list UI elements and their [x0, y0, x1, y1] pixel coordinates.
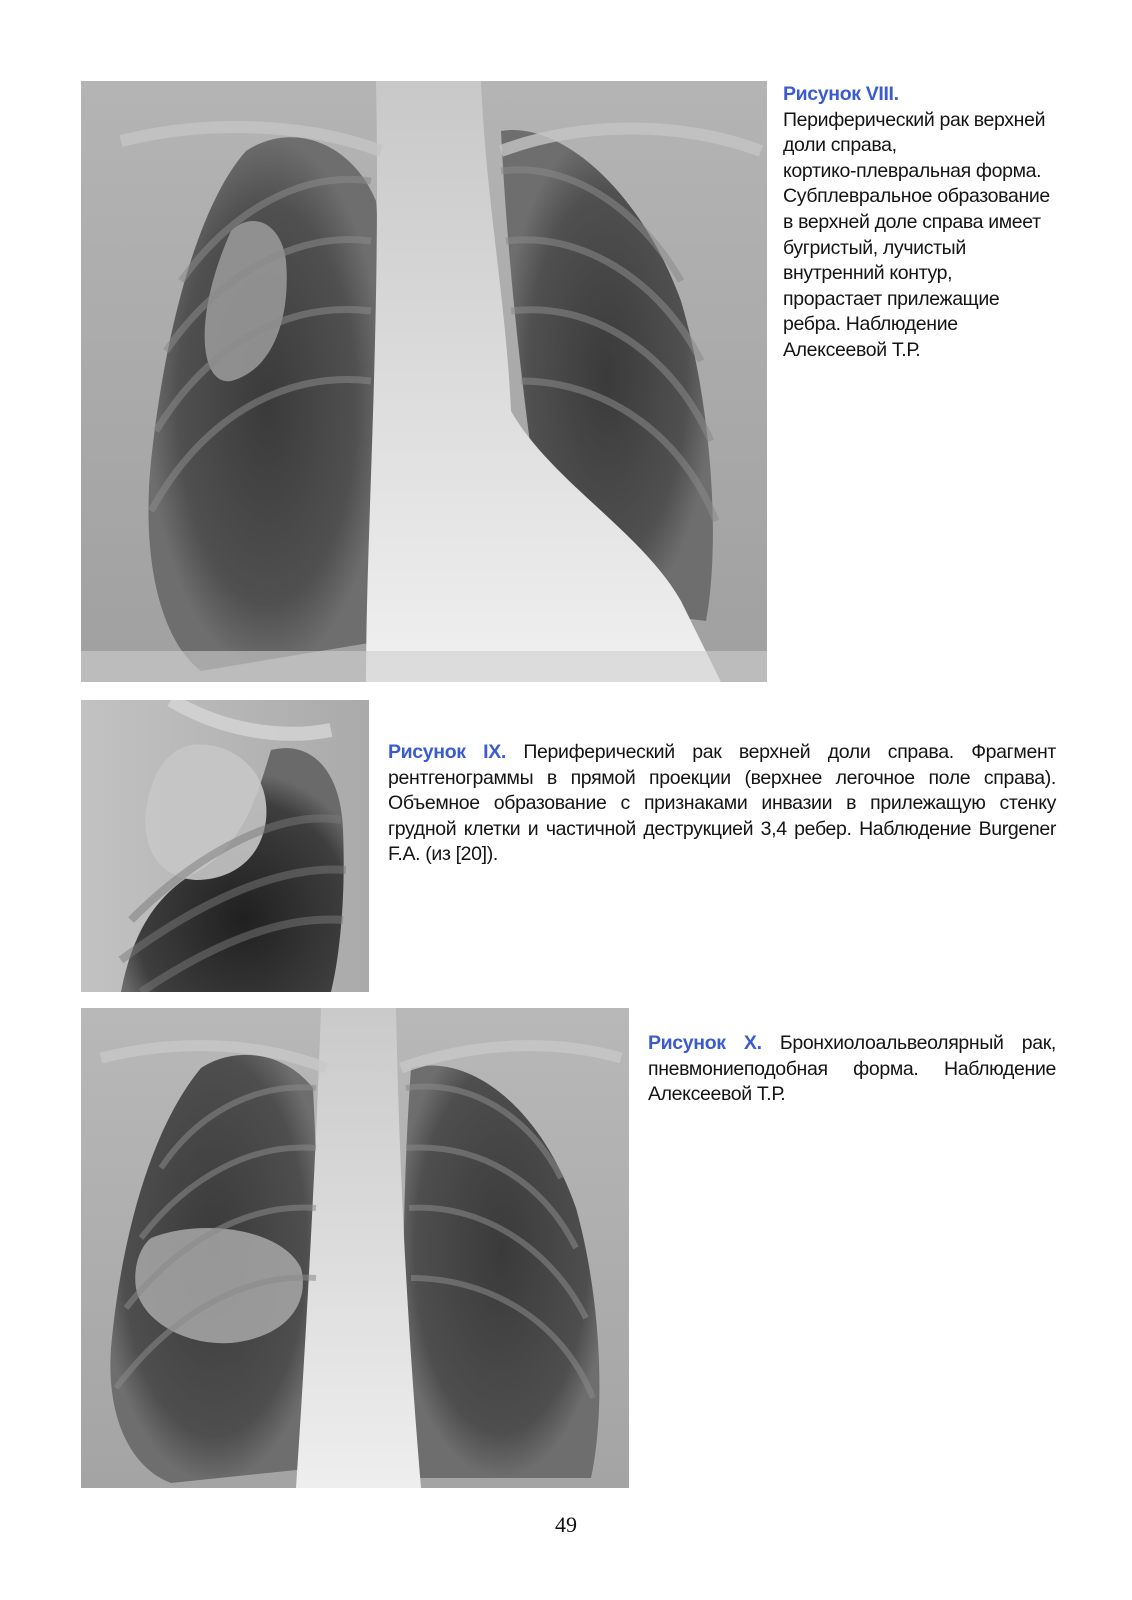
figure-8-label: Рисунок VIII.: [783, 83, 899, 105]
figure-8-caption-line: кортико-плевральная форма.: [783, 159, 1042, 182]
figure-10-label: Рисунок X.: [648, 1032, 762, 1054]
figure-9-xray-image: [81, 700, 369, 992]
figure-10-xray-image: [81, 1008, 629, 1488]
figure-8-caption-line: Периферический рак верхней: [783, 108, 1046, 131]
figure-9-caption: [388, 740, 1056, 868]
figure-8-caption-line: Алексеевой Т.Р.: [783, 338, 921, 361]
figure-10-caption-text: Бронхиолоальвеолярный рак, пневмониеподобная форма. Наблюдение Алексеевой Т.Р.: [648, 1032, 1056, 1106]
figure-8-caption: [783, 82, 1073, 364]
figure-9-label: Рисунок IX.: [388, 741, 506, 763]
figure-8-caption-line: доли справа,: [783, 134, 897, 157]
figure-8-caption-line: внутренний контур,: [783, 262, 953, 285]
figure-8-caption-line: в верхней доле справа имеет: [783, 210, 1041, 233]
figure-8-xray-image: [81, 81, 767, 682]
page-number: 49: [555, 1512, 577, 1537]
figure-9-caption-text: Периферический рак верхней доли справа. Фрагмент рентгенограммы в прямой проекции (верхнее легочное поле справа). Объемное образование с признаками инвазии в прилежащую стенку грудной клетки и частичной деструкцией 3,4 ребер. Наблюдение Burgener F.A. (из [20]).: [388, 741, 1056, 866]
figure-8-caption-line: Субплевральное образование: [783, 185, 1050, 208]
figure-8-caption-line: бугристый, лучистый: [783, 236, 966, 259]
figure-10-caption: [648, 1031, 1056, 1108]
figure-8-caption-line: прорастает прилежащие: [783, 287, 1000, 310]
figure-8-caption-line: ребра. Наблюдение: [783, 313, 958, 336]
